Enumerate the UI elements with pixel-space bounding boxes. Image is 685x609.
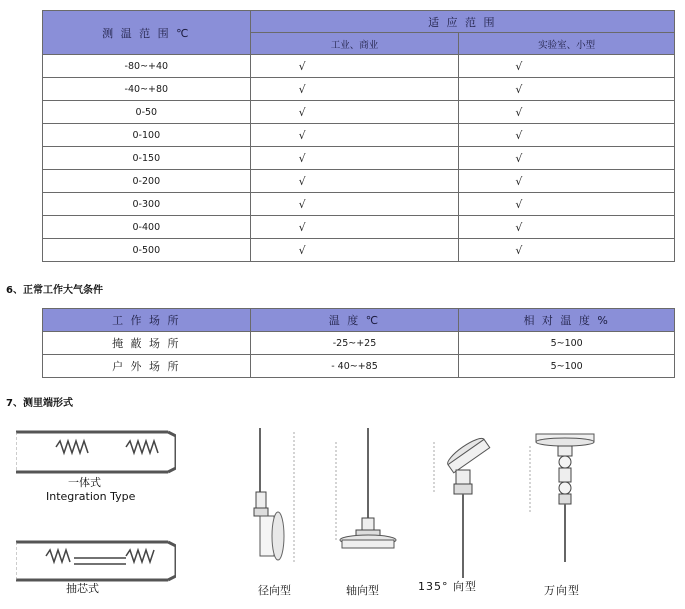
range-cell: 0-200 [43, 170, 251, 193]
table-row [43, 78, 675, 101]
check-mark-icon: √ [298, 174, 306, 188]
application-header: 适 应 范 围 [250, 11, 674, 33]
table-row [43, 355, 675, 378]
axial-type-caption: 轴向型 [346, 584, 379, 597]
check-mark-icon: √ [298, 128, 306, 142]
table-row [43, 216, 675, 239]
table-row [43, 332, 675, 355]
axial-type-diagram [330, 422, 410, 572]
temperature-cell: -25~+25 [250, 332, 459, 355]
table-row [43, 239, 675, 262]
humidity-cell: 5~100 [459, 332, 675, 355]
check-mark-icon: √ [515, 197, 523, 211]
temperature-range-table [42, 10, 675, 262]
angle-135-type-diagram [426, 422, 506, 582]
check-mark-icon: √ [515, 243, 523, 257]
integration-type-diagram [16, 422, 176, 474]
check-mark-icon: √ [298, 243, 306, 257]
table-row [43, 101, 675, 124]
working-conditions-table [42, 308, 675, 378]
range-cell: 0-50 [43, 101, 251, 124]
check-mark-icon: √ [298, 59, 306, 73]
place-cell: 掩 蔽 场 所 [43, 332, 251, 355]
range-cell: -80~+40 [43, 55, 251, 78]
check-mark-icon: √ [515, 128, 523, 142]
place-cell: 户 外 场 所 [43, 355, 251, 378]
core-pull-type-diagram [16, 534, 176, 584]
temperature-header: 温 度 ℃ [250, 309, 459, 332]
range-header: 测 温 范 围 ℃ [43, 11, 251, 55]
core-pull-type-caption: 抽芯式 [66, 582, 99, 595]
range-cell: 0-300 [43, 193, 251, 216]
check-mark-icon: √ [515, 105, 523, 119]
radial-type-caption: 径向型 [258, 584, 291, 597]
industrial-header: 工业、商业 [250, 33, 459, 55]
lab-header: 实验室、小型 [459, 33, 675, 55]
sensor-end-figures [8, 414, 678, 609]
check-mark-icon: √ [298, 151, 306, 165]
humidity-cell: 5~100 [459, 355, 675, 378]
radial-type-diagram [246, 422, 306, 572]
range-cell: 0-100 [43, 124, 251, 147]
check-mark-icon: √ [515, 151, 523, 165]
table-row [43, 55, 675, 78]
integration-type-en-caption: Integration Type [46, 490, 136, 503]
workplace-header: 工 作 场 所 [43, 309, 251, 332]
range-cell: 0-400 [43, 216, 251, 239]
universal-type-caption: 万向型 [544, 584, 580, 597]
table-row [43, 170, 675, 193]
range-cell: 0-500 [43, 239, 251, 262]
check-mark-icon: √ [515, 220, 523, 234]
check-mark-icon: √ [298, 220, 306, 234]
universal-type-diagram [526, 422, 606, 572]
table-row [43, 124, 675, 147]
section-7-title: 7、测里端形式 [6, 398, 73, 409]
check-mark-icon: √ [515, 82, 523, 96]
range-cell: 0-150 [43, 147, 251, 170]
check-mark-icon: √ [515, 174, 523, 188]
temperature-cell: - 40~+85 [250, 355, 459, 378]
section-6-title: 6、正常工作大气条件 [6, 285, 103, 296]
check-mark-icon: √ [298, 197, 306, 211]
range-cell: -40~+80 [43, 78, 251, 101]
humidity-header: 相 对 温 度 % [459, 309, 675, 332]
table-row [43, 193, 675, 216]
integration-type-cn-caption: 一体式 [68, 476, 101, 489]
angle-135-type-caption: 135° 向型 [418, 580, 477, 593]
table-row [43, 147, 675, 170]
check-mark-icon: √ [515, 59, 523, 73]
check-mark-icon: √ [298, 105, 306, 119]
check-mark-icon: √ [298, 82, 306, 96]
